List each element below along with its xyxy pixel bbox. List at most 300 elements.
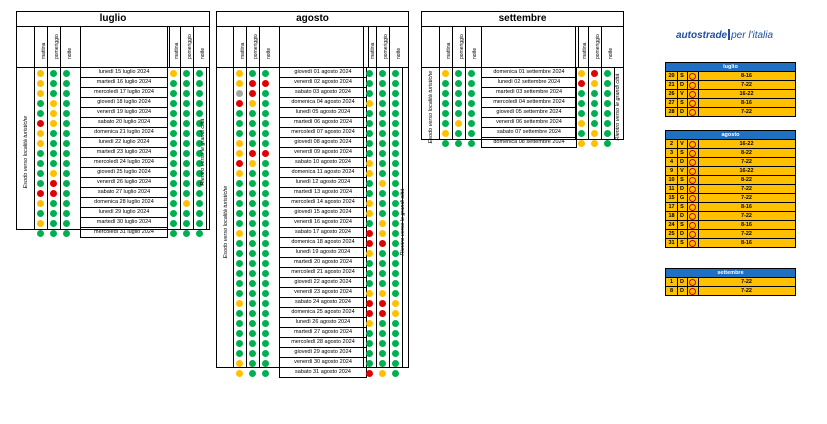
return-traffic-dot [366,210,373,217]
summary-weekday: S [677,239,688,247]
return-traffic-dot [170,90,177,97]
return-traffic-dot [392,370,399,377]
return-traffic-dot [392,280,399,287]
return-traffic-dot [366,290,373,297]
outbound-traffic-dot [249,330,256,337]
outbound-traffic-dot [63,230,70,237]
column-separator [465,68,466,139]
outbound-traffic-dot [262,110,269,117]
return-traffic-dot [392,220,399,227]
summary-weekday: D [677,81,688,89]
return-traffic-dot [392,170,399,177]
column-header-label: pomeriggio [187,34,193,59]
date-cell: domenica 11 agosto 2024 [279,168,367,178]
return-traffic-dot [591,140,598,147]
summary-row [666,287,795,295]
return-traffic-dot [392,290,399,297]
outbound-traffic-dot [442,110,449,117]
date-cell: venerdì 02 agosto 2024 [279,78,367,88]
outbound-traffic-dot [262,90,269,97]
outbound-traffic-dot [37,100,44,107]
outbound-traffic-dot [236,70,243,77]
outbound-traffic-dot [442,140,449,147]
outbound-traffic-dot [262,300,269,307]
outbound-traffic-dot [442,90,449,97]
calendar-header [422,27,623,68]
return-traffic-dot [366,160,373,167]
outbound-traffic-dot [455,110,462,117]
date-header-block [279,27,369,67]
calendar-agosto [216,11,409,375]
outbound-traffic-dot [262,270,269,277]
summary-hours: 8-16 [740,240,752,246]
outbound-traffic-dot [262,310,269,317]
date-cell: domenica 28 luglio 2024 [80,198,168,208]
outbound-traffic-dot [249,110,256,117]
outbound-traffic-dot [442,120,449,127]
return-direction-icon: ← [690,196,695,201]
outbound-traffic-dot [63,110,70,117]
column-separator [193,68,194,229]
outbound-traffic-dot [37,80,44,87]
outbound-traffic-dot [262,330,269,337]
outbound-traffic-dot [262,180,269,187]
outbound-traffic-dot [442,70,449,77]
outbound-traffic-dot [63,100,70,107]
summary-day: 9 [666,167,678,175]
date-cell: domenica 18 agosto 2024 [279,238,367,248]
summary-day: 24 [666,221,678,229]
date-cell: giovedì 25 luglio 2024 [80,168,168,178]
column-separator [376,68,377,367]
outbound-traffic-dot [442,130,449,137]
return-traffic-dot [392,350,399,357]
outbound-traffic-dot [63,190,70,197]
return-traffic-dot [578,80,585,87]
return-traffic-dot [366,310,373,317]
return-traffic-dot [392,330,399,337]
summary-hours: 8-16 [740,222,752,228]
return-traffic-dot [379,170,386,177]
outbound-traffic-dot [262,340,269,347]
outbound-traffic-dot [455,70,462,77]
outbound-traffic-dot [236,260,243,267]
return-traffic-dot [379,120,386,127]
date-cell: venerdì 23 agosto 2024 [279,288,367,298]
summary-row [666,81,795,90]
column-separator [47,68,48,229]
calendar-row [17,228,209,238]
date-cell: giovedì 18 luglio 2024 [80,98,168,108]
date-cell: martedì 30 luglio 2024 [80,218,168,228]
outbound-traffic-dot [236,200,243,207]
outbound-traffic-dot [249,120,256,127]
return-traffic-dot [379,350,386,357]
outbound-traffic-dot [63,90,70,97]
outbound-traffic-dot [236,310,243,317]
summary-table-agosto [665,130,796,248]
return-traffic-dot [366,90,373,97]
outbound-traffic-dot [236,210,243,217]
date-cell: venerdì 19 luglio 2024 [80,108,168,118]
return-traffic-dot [379,300,386,307]
return-direction-icon: ← [690,110,695,115]
outbound-traffic-dot [249,130,256,137]
return-traffic-dot [196,220,203,227]
column-header-label: pomeriggio [383,34,389,59]
summary-row [666,221,795,230]
return-traffic-dot [379,190,386,197]
outbound-traffic-dot [63,70,70,77]
logo-bar-icon [728,29,730,40]
return-direction-icon: ← [690,92,695,97]
return-traffic-dot [170,230,177,237]
return-traffic-dot [366,350,373,357]
date-cell: mercoledì 28 agosto 2024 [279,338,367,348]
date-cell: martedì 06 agosto 2024 [279,118,367,128]
return-traffic-dot [578,100,585,107]
date-cell: venerdì 16 agosto 2024 [279,218,367,228]
date-cell: martedì 27 agosto 2024 [279,328,367,338]
summary-row [666,158,795,167]
return-traffic-dot [392,140,399,147]
return-traffic-dot [591,110,598,117]
calendar-row [422,138,623,148]
column-header [47,27,60,67]
column-separator [34,68,35,229]
date-cell: venerdì 30 agosto 2024 [279,358,367,368]
date-cell: mercoledì 07 agosto 2024 [279,128,367,138]
return-traffic-dot [379,130,386,137]
date-cell: sabato 31 agosto 2024 [279,368,367,378]
return-traffic-dot [379,140,386,147]
summary-weekday: D [677,230,688,238]
date-cell: lunedì 02 settembre 2024 [481,78,577,88]
column-header-label: pomeriggio [54,34,60,59]
summary-day: 3 [666,149,678,157]
return-traffic-dot [392,110,399,117]
calendar-title: luglio [17,12,209,27]
return-traffic-dot [392,360,399,367]
outbound-traffic-dot [262,370,269,377]
outbound-traffic-dot [63,180,70,187]
column-separator [601,68,602,139]
outbound-traffic-dot [236,250,243,257]
return-traffic-dot [604,120,611,127]
outbound-traffic-dot [262,100,269,107]
return-traffic-dot [379,230,386,237]
outbound-traffic-dot [262,170,269,177]
outbound-traffic-dot [236,350,243,357]
outbound-traffic-dot [236,190,243,197]
outbound-traffic-dot [442,80,449,87]
column-header [601,27,614,67]
outbound-traffic-dot [249,350,256,357]
column-separator [452,68,453,139]
return-traffic-dot [392,180,399,187]
outbound-traffic-dot [249,310,256,317]
date-cell: lunedì 19 agosto 2024 [279,248,367,258]
outbound-traffic-dot [236,320,243,327]
date-cell: giovedì 01 agosto 2024 [279,68,367,78]
outbound-traffic-dot [262,190,269,197]
date-cell: domenica 21 luglio 2024 [80,128,168,138]
outbound-traffic-dot [455,130,462,137]
return-traffic-dot [392,240,399,247]
date-cell: lunedì 15 luglio 2024 [80,68,168,78]
return-traffic-dot [392,150,399,157]
summary-hours: 7-22 [740,159,752,165]
outbound-traffic-dot [262,320,269,327]
outbound-traffic-dot [262,70,269,77]
outbound-traffic-dot [249,270,256,277]
return-traffic-dot [591,70,598,77]
column-separator [246,68,247,367]
summary-hours: 8-22 [740,177,752,183]
outbound-traffic-dot [236,150,243,157]
return-traffic-dot [604,140,611,147]
column-header [246,27,259,67]
outbound-traffic-dot [37,170,44,177]
outbound-traffic-dot [50,70,57,77]
return-direction-icon: ← [690,280,695,285]
outbound-traffic-dot [236,280,243,287]
outbound-traffic-dot [236,80,243,87]
column-header [439,27,452,67]
summary-weekday: S [677,99,688,107]
outbound-traffic-dot [262,210,269,217]
summary-day: 2 [666,140,678,148]
summary-weekday: D [677,287,688,295]
outbound-traffic-dot [63,120,70,127]
outbound-traffic-dot [468,100,475,107]
outbound-traffic-dot [468,130,475,137]
return-traffic-dot [170,180,177,187]
summary-title: settembre [666,269,795,278]
return-traffic-dot [183,230,190,237]
outbound-traffic-dot [37,200,44,207]
return-traffic-dot [183,220,190,227]
column-header-label: mattina [240,42,246,59]
summary-hours: 7-22 [740,109,752,115]
return-traffic-dot [379,340,386,347]
outbound-traffic-dot [262,120,269,127]
return-direction-icon: ← [690,169,695,174]
outbound-traffic-dot [236,300,243,307]
column-header [465,27,478,67]
return-direction-icon: ← [690,101,695,106]
summary-day: 15 [666,194,678,202]
column-header [60,27,73,67]
outbound-traffic-dot [50,190,57,197]
column-separator [588,68,589,139]
column-header [588,27,601,67]
summary-row [666,176,795,185]
return-traffic-dot [366,190,373,197]
column-header [193,27,206,67]
column-header [389,27,402,67]
outbound-traffic-dot [262,130,269,137]
calendar-luglio [16,11,210,235]
return-traffic-dot [170,220,177,227]
outbound-side-label: Esodo verso località turistiche [427,70,434,144]
summary-hours: 7-22 [740,279,752,285]
date-cell: sabato 10 agosto 2024 [279,158,367,168]
summary-row [666,230,795,239]
outbound-traffic-dot [249,260,256,267]
return-traffic-dot [183,130,190,137]
autostrade-logo [676,29,773,41]
outbound-traffic-dot [249,190,256,197]
return-traffic-dot [366,370,373,377]
date-cell: domenica 25 agosto 2024 [279,308,367,318]
return-traffic-dot [366,150,373,157]
return-traffic-dot [591,90,598,97]
outbound-traffic-dot [63,160,70,167]
return-traffic-dot [379,180,386,187]
outbound-traffic-dot [249,360,256,367]
outbound-traffic-dot [249,150,256,157]
outbound-traffic-dot [236,180,243,187]
return-traffic-dot [366,320,373,327]
return-traffic-dot [183,140,190,147]
return-traffic-dot [379,280,386,287]
return-traffic-dot [366,130,373,137]
summary-row [666,194,795,203]
return-traffic-dot [379,100,386,107]
column-header-label: notte [608,47,614,59]
summary-row [666,108,795,116]
outbound-traffic-dot [37,220,44,227]
outbound-traffic-dot [236,130,243,137]
return-side-label: Rientro verso le grandi città [400,188,406,256]
outbound-traffic-dot [236,270,243,277]
outbound-traffic-dot [249,100,256,107]
column-header [259,27,272,67]
return-traffic-dot [366,100,373,107]
return-traffic-dot [379,310,386,317]
outbound-traffic-dot [37,120,44,127]
return-traffic-dot [366,110,373,117]
date-cell: mercoledì 17 luglio 2024 [80,88,168,98]
logo-word-1: autostrade [676,30,728,41]
return-traffic-dot [379,80,386,87]
return-traffic-dot [379,90,386,97]
outbound-traffic-dot [249,210,256,217]
return-traffic-dot [392,270,399,277]
outbound-traffic-dot [249,90,256,97]
return-traffic-dot [591,100,598,107]
return-traffic-dot [183,200,190,207]
outbound-traffic-dot [37,160,44,167]
return-traffic-dot [366,140,373,147]
summary-weekday: S [677,72,688,80]
outbound-traffic-dot [236,170,243,177]
return-traffic-dot [392,120,399,127]
summary-weekday: D [677,278,688,286]
date-cell: mercoledì 21 agosto 2024 [279,268,367,278]
return-traffic-dot [170,70,177,77]
column-header [180,27,193,67]
return-traffic-dot [183,150,190,157]
outbound-traffic-dot [249,320,256,327]
outbound-traffic-dot [236,100,243,107]
summary-hours: 8-16 [740,73,752,79]
date-cell: lunedì 26 agosto 2024 [279,318,367,328]
outbound-traffic-dot [262,350,269,357]
return-traffic-dot [170,80,177,87]
return-traffic-dot [578,110,585,117]
return-traffic-dot [604,70,611,77]
outbound-traffic-dot [50,100,57,107]
outbound-traffic-dot [236,230,243,237]
date-cell: mercoledì 14 agosto 2024 [279,198,367,208]
summary-hours: 8-16 [740,204,752,210]
outbound-traffic-dot [50,80,57,87]
return-traffic-dot [366,300,373,307]
column-header-label: notte [200,47,206,59]
column-header-label: pomeriggio [595,34,601,59]
return-traffic-dot [366,70,373,77]
outbound-traffic-dot [262,290,269,297]
outbound-traffic-dot [236,140,243,147]
outbound-traffic-dot [455,140,462,147]
date-cell: domenica 01 settembre 2024 [481,68,577,78]
return-traffic-dot [183,100,190,107]
date-cell: sabato 17 agosto 2024 [279,228,367,238]
outbound-side-label: Esodo verso località turistiche [222,185,229,259]
outbound-traffic-dot [249,370,256,377]
summary-hours: 7-22 [740,195,752,201]
return-traffic-dot [366,360,373,367]
summary-weekday: V [677,167,688,175]
outbound-traffic-dot [249,340,256,347]
return-traffic-dot [170,110,177,117]
summary-row [666,278,795,287]
summary-day: 25 [666,230,678,238]
column-separator [363,68,364,367]
outbound-traffic-dot [37,190,44,197]
outbound-traffic-dot [50,150,57,157]
outbound-traffic-dot [63,130,70,137]
outbound-traffic-dot [442,100,449,107]
date-cell: giovedì 29 agosto 2024 [279,348,367,358]
calendar-title: agosto [217,12,408,27]
outbound-traffic-dot [468,120,475,127]
outbound-traffic-dot [249,180,256,187]
date-cell: venerdì 09 agosto 2024 [279,148,367,158]
return-traffic-dot [392,80,399,87]
return-side-label: Rientro verso le grandi città [615,73,621,141]
date-cell: sabato 03 agosto 2024 [279,88,367,98]
outbound-traffic-dot [50,230,57,237]
return-traffic-dot [183,90,190,97]
date-cell: mercoledì 24 luglio 2024 [80,158,168,168]
summary-table-settembre [665,268,796,296]
return-traffic-dot [392,130,399,137]
outbound-traffic-dot [236,360,243,367]
return-direction-icon: ← [690,142,695,147]
return-traffic-dot [170,160,177,167]
outbound-traffic-dot [249,280,256,287]
outbound-traffic-dot [249,290,256,297]
outbound-traffic-dot [262,150,269,157]
summary-weekday: S [677,176,688,184]
column-header-label: mattina [446,42,452,59]
date-cell: lunedì 12 agosto 2024 [279,178,367,188]
outbound-traffic-dot [63,80,70,87]
return-traffic-dot [366,180,373,187]
